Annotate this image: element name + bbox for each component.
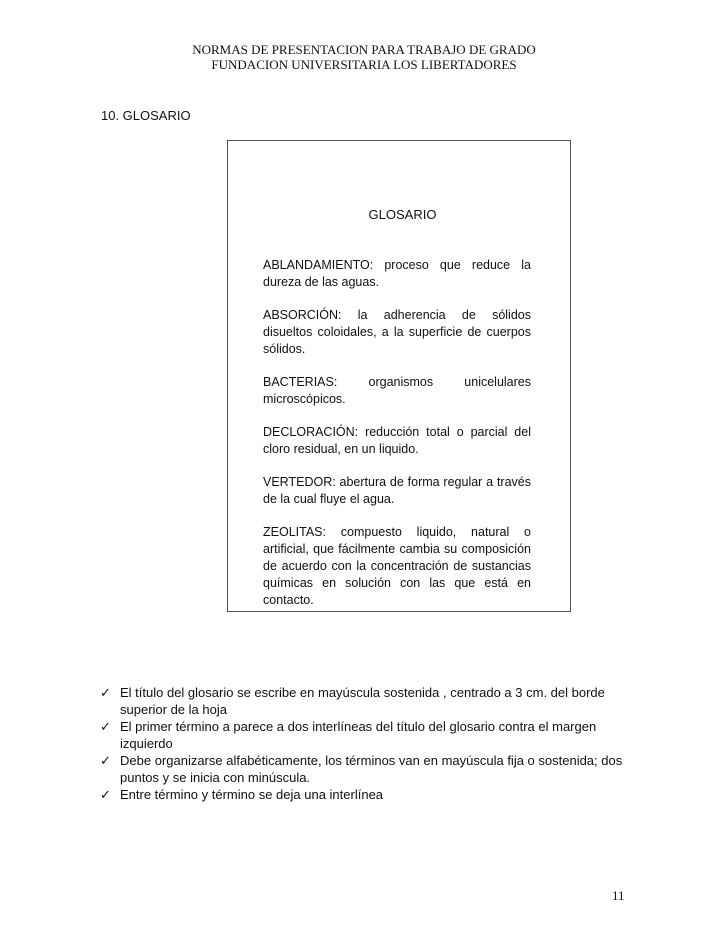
glossary-entry: BACTERIAS: organismos unicelulares microscópicos. (263, 375, 531, 406)
checkmark-icon: ✓ (100, 719, 111, 734)
section-title: 10. GLOSARIO (101, 108, 191, 123)
rules-list (100, 684, 630, 803)
glossary-entry: ABLANDAMIENTO: proceso que reduce la dureza de las aguas. (263, 258, 531, 289)
list-item (100, 718, 630, 752)
glossary-entry: VERTEDOR: abertura de forma regular a través de la cual fluye el agua. (263, 475, 531, 506)
glossary-entry: ZEOLITAS: compuesto liquido, natural o artificial, que fácilmente cambia su composición de acuerdo con la concentración de sustancias químicas en solución con las que está en contacto. (263, 525, 531, 607)
glossary-title: GLOSARIO (368, 207, 437, 222)
list-item (100, 752, 630, 786)
list-item-text: El título del glosario se escribe en mayúscula sostenida , centrado a 3 cm. del borde superior de la hoja (120, 685, 605, 717)
glossary-entry: ABSORCIÓN: la adherencia de sólidos disueltos coloidales, a la superficie de cuerpos sólidos. (263, 308, 531, 356)
glossary-entries (263, 257, 531, 625)
glossary-entry: DECLORACIÓN: reducción total o parcial del cloro residual, en un liquido. (263, 425, 531, 456)
list-item (100, 684, 630, 718)
list-item-text: Debe organizarse alfabéticamente, los términos van en mayúscula fija o sostenida; dos puntos y se inicia con minúscula. (120, 753, 623, 785)
list-item (100, 786, 630, 803)
glossary-example-box (227, 140, 571, 612)
checkmark-icon: ✓ (100, 685, 111, 700)
header-line-1: NORMAS DE PRESENTACION PARA TRABAJO DE GRADO (192, 42, 536, 57)
list-item-text: Entre término y término se deja una interlínea (120, 787, 384, 802)
checkmark-icon: ✓ (100, 787, 111, 802)
checkmark-icon: ✓ (100, 753, 111, 768)
header-line-2: FUNDACION UNIVERSITARIA LOS LIBERTADORES (211, 57, 517, 72)
list-item-text: El primer término a parece a dos interlíneas del título del glosario contra el margen izquierdo (120, 719, 597, 751)
page-number: 11 (612, 888, 625, 903)
page-header (0, 42, 728, 72)
